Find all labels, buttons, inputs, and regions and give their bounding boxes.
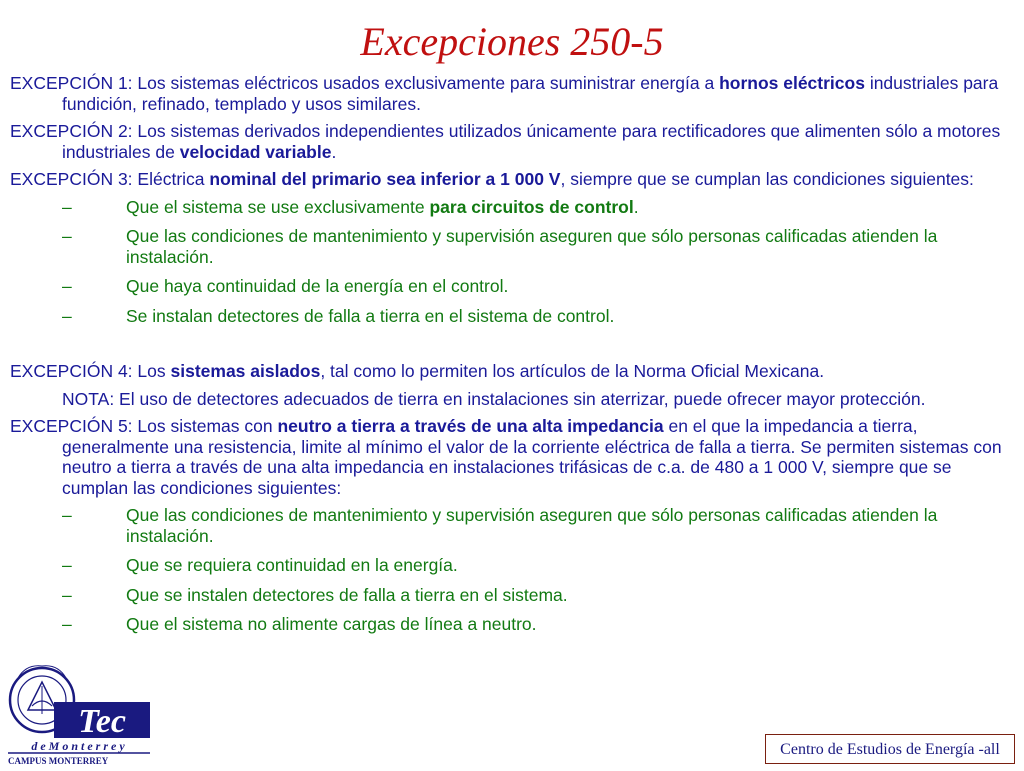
- dash-marker: –: [62, 196, 72, 217]
- exception-2-text-b: .: [331, 141, 337, 162]
- exception-2: [10, 121, 1010, 162]
- condition-text-a: Que el sistema se use exclusivamente: [126, 196, 430, 217]
- exception-4-label: EXCEPCIÓN 4:: [10, 361, 133, 381]
- exception-3-condition: [10, 226, 1010, 267]
- condition-text-b: .: [633, 196, 639, 217]
- exception-5: [10, 416, 1010, 498]
- exception-5-condition: [10, 555, 1010, 576]
- tec-monterrey-logo: [4, 652, 154, 766]
- exception-4-text-a: Los: [132, 361, 171, 381]
- exception-5-text-b: en el que la impedancia a tierra, generalmente una resistencia, limite al mínimo el valor de la corriente eléctrica de falla a tierra. Se permiten sistemas con neutro a tierra a través de una alta impedancia en instalaciones trifásicas de c.a. de 480 a 1 000 V, siempre que se cumplan las condiciones siguientes:: [62, 416, 1002, 498]
- condition-text: Que el sistema no alimente cargas de línea a neutro.: [126, 614, 537, 634]
- slide-title: Excepciones 250-5: [360, 19, 664, 64]
- condition-emphasis: para circuitos de control: [429, 196, 634, 217]
- dash-marker: –: [62, 276, 72, 296]
- exception-5-label: EXCEPCIÓN 5:: [10, 416, 133, 436]
- exception-5-text-a: Los sistemas con: [132, 416, 278, 436]
- exception-1-text-b: industriales para fundición, refinado, templado y usos similares.: [62, 73, 999, 114]
- dash-marker: –: [62, 555, 72, 575]
- exception-3-condition: [10, 197, 1010, 218]
- exception-5-condition: [10, 505, 1010, 546]
- logo-monterrey: d e M o n t e r r e y: [31, 739, 125, 753]
- footer-label: Centro de Estudios de Energía -all: [765, 734, 1015, 764]
- slide-body: [10, 73, 1010, 644]
- dash-marker: –: [62, 226, 72, 246]
- exception-3-text-b: , siempre que se cumplan las condiciones siguientes:: [560, 169, 974, 189]
- dash-marker: –: [62, 584, 72, 605]
- condition-text-a: Que las condiciones de mantenimiento y supervisión aseguren que sólo personas calificadas atienden la instalación.: [126, 226, 938, 267]
- dash-marker: –: [62, 305, 72, 326]
- exception-1: [10, 73, 1010, 114]
- exception-3-emphasis: nominal del primario sea inferior a 1 000 V: [209, 169, 561, 189]
- exception-1-emphasis: hornos eléctricos: [719, 73, 865, 93]
- exception-1-label: EXCEPCIÓN 1:: [10, 73, 133, 93]
- condition-text-a: Se instalan detectores de falla a tierra en el sistema de control.: [126, 305, 615, 326]
- condition-text: Que se instalen detectores de falla a tierra en el sistema.: [126, 584, 568, 605]
- section-gap: [10, 335, 1010, 361]
- exception-4: [10, 361, 1010, 382]
- exception-2-text-a: Los sistemas derivados independientes utilizados únicamente para rectificadores que alimenten sólo a motores industriales de: [62, 121, 1001, 162]
- condition-text: Que se requiera continuidad en la energía.: [126, 555, 458, 575]
- tec-monterrey-seal-icon: [4, 652, 154, 766]
- exception-2-emphasis: velocidad variable: [179, 141, 332, 162]
- note-paragraph: NOTA: El uso de detectores adecuados de tierra en instalaciones sin aterrizar, puede ofrecer mayor protección.: [62, 388, 926, 409]
- exception-5-condition: [10, 585, 1010, 606]
- exception-5-emphasis: neutro a tierra a través de una alta impedancia: [277, 416, 664, 436]
- condition-text-a: Que haya continuidad de la energía en el control.: [126, 276, 509, 296]
- logo-campus: CAMPUS MONTERREY: [8, 756, 109, 766]
- exception-3-condition: [10, 306, 1010, 327]
- tec-wordmark: Tec: [78, 703, 126, 740]
- exception-3: [10, 169, 1010, 190]
- exception-1-text-a: Los sistemas eléctricos usados exclusivamente para suministrar energía a: [132, 73, 720, 93]
- condition-text: Que las condiciones de mantenimiento y supervisión aseguren que sólo personas calificadas atienden la instalación.: [126, 505, 938, 546]
- exception-2-label: EXCEPCIÓN 2:: [10, 121, 133, 141]
- dash-marker: –: [62, 614, 72, 634]
- exception-5-condition: [10, 614, 1010, 635]
- exception-4-emphasis: sistemas aislados: [170, 361, 321, 381]
- exception-4-text-b: , tal como lo permiten los artículos de la Norma Oficial Mexicana.: [320, 361, 825, 381]
- dash-marker: –: [62, 505, 72, 525]
- exception-3-text-a: Eléctrica: [132, 169, 210, 189]
- exception-3-label: EXCEPCIÓN 3:: [10, 169, 133, 189]
- exception-3-condition: [10, 276, 1010, 297]
